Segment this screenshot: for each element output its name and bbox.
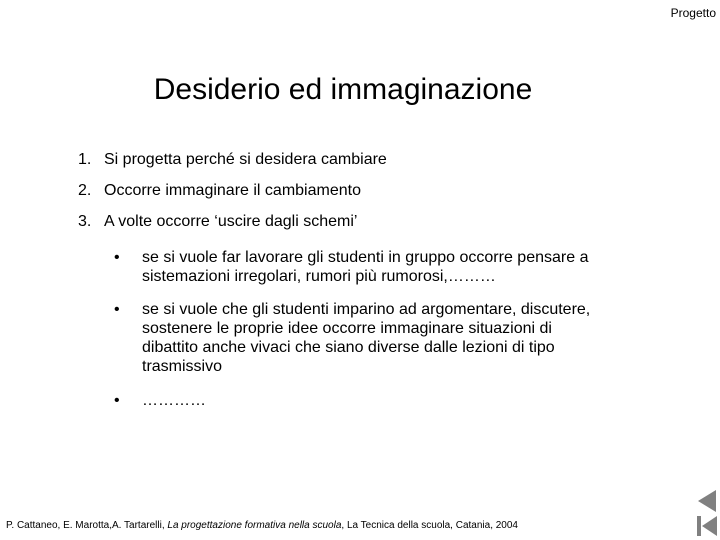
bullet-item (114, 248, 604, 286)
list-item-number: 3. (78, 213, 92, 230)
first-slide-button[interactable] (696, 515, 718, 537)
bullet-item-text: ………… (142, 392, 206, 409)
footer-citation (6, 520, 518, 532)
citation-publisher: , La Tecnica della scuola, Catania, 2004 (341, 520, 518, 531)
previous-slide-button[interactable] (696, 490, 718, 512)
header-label: Progetto (670, 6, 716, 20)
list-item-number: 2. (78, 182, 92, 199)
list-item (78, 181, 638, 200)
list-item (78, 212, 638, 231)
numbered-list (78, 150, 638, 243)
first-slide-icon (696, 515, 718, 537)
bullet-item-text: se si vuole far lavorare gli studenti in gruppo occorre pensare a sistemazioni irregolari, rumori più rumorosi,……… (142, 249, 589, 285)
list-item (78, 150, 638, 169)
bullet-icon: • (114, 249, 120, 266)
citation-authors: P. Cattaneo, E. Marotta,A. Tartarelli, (6, 520, 168, 531)
bullet-item-text: se si vuole che gli studenti imparino ad argomentare, discutere, sostenere le proprie idee occorre immaginare situazioni di dibattito anche vivaci che siano diverse dalle lezioni di tipo trasmissivo (142, 301, 591, 375)
slide-title: Desiderio ed immaginazione (153, 73, 533, 106)
bullet-list (114, 248, 604, 410)
previous-slide-icon (696, 490, 718, 512)
list-item-text: Si progetta perché si desidera cambiare (104, 151, 387, 168)
citation-book-title: La progettazione formativa nella scuola (167, 520, 342, 531)
bullet-icon: • (114, 301, 120, 318)
bullet-icon: • (114, 392, 120, 409)
bullet-item (114, 300, 604, 376)
list-item-text: A volte occorre ‘uscire dagli schemi’ (104, 213, 358, 230)
list-item-text: Occorre immaginare il cambiamento (104, 182, 361, 199)
bullet-item (114, 391, 604, 410)
list-item-number: 1. (78, 151, 92, 168)
